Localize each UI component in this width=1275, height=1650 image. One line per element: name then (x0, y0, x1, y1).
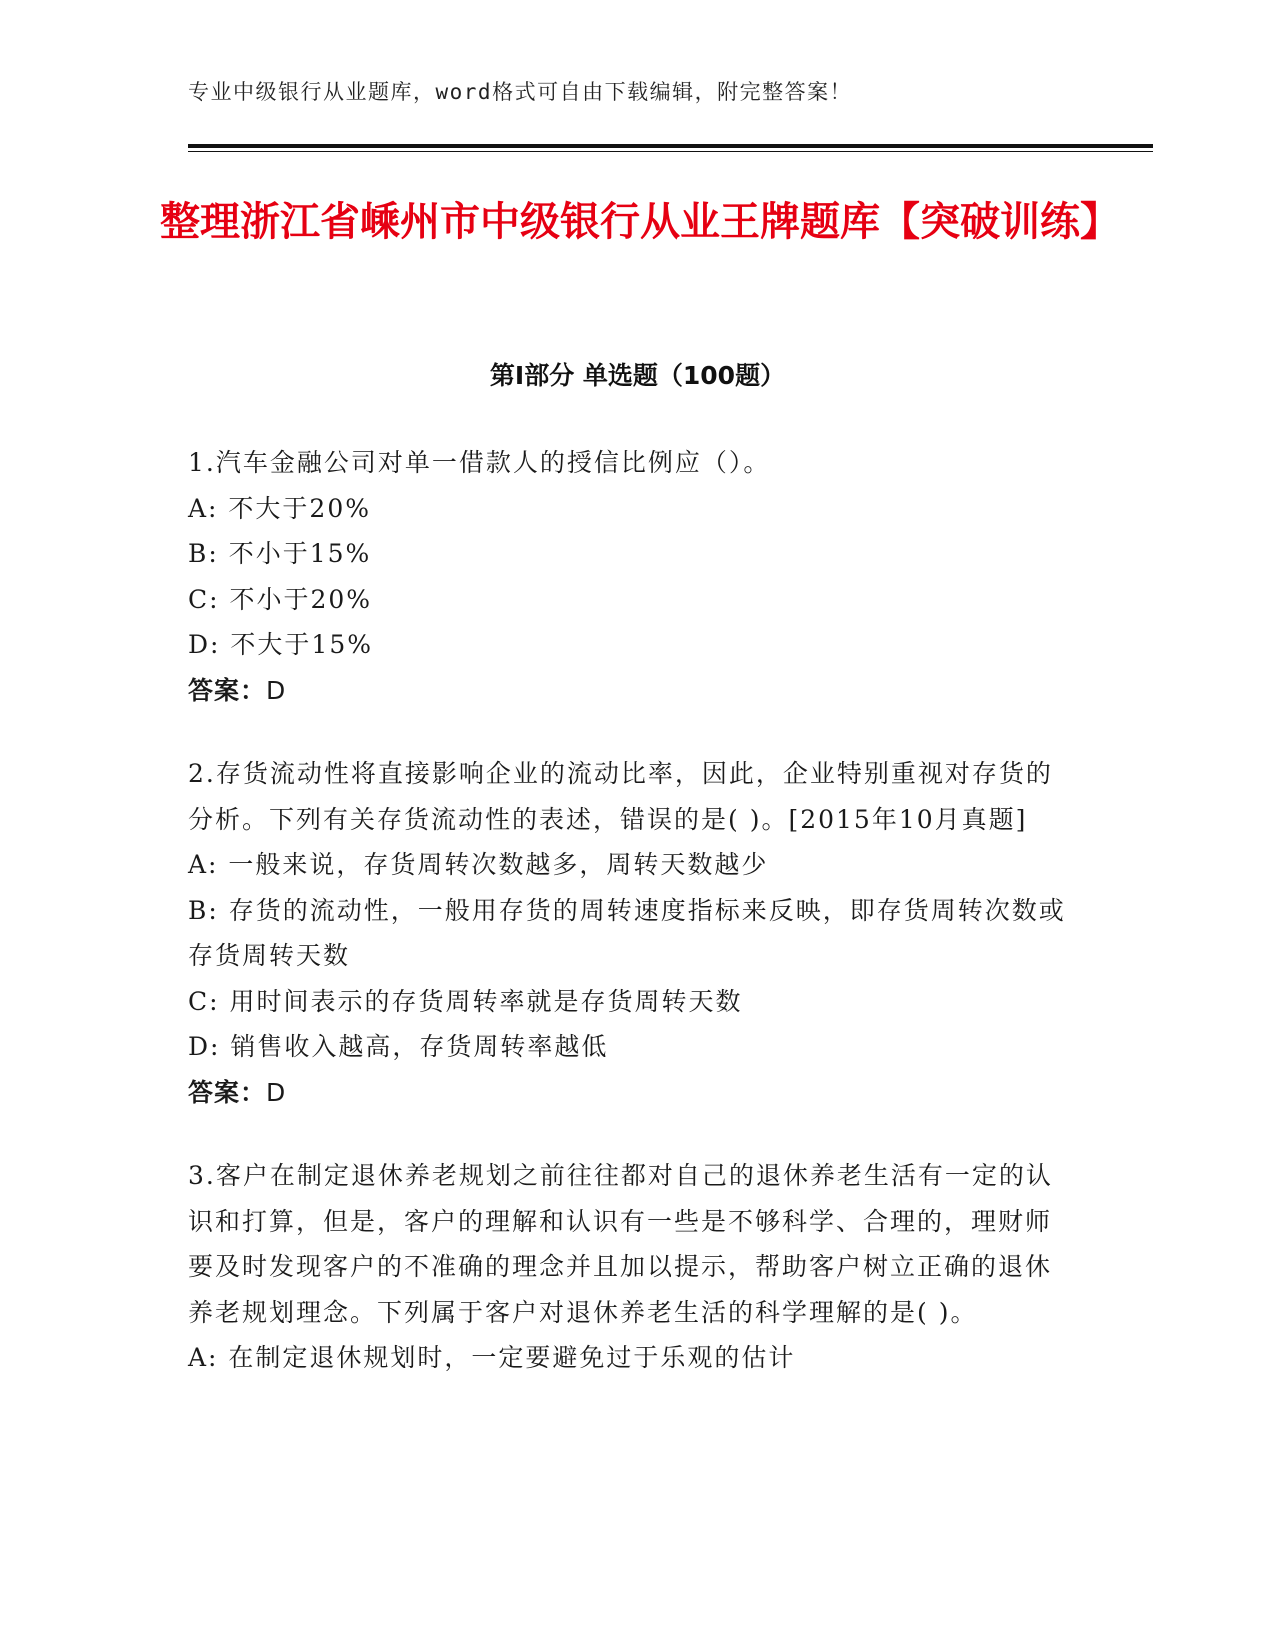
question-2 (188, 751, 1068, 1115)
question-3 (188, 1153, 1068, 1381)
option-c: C: 不小于20% (188, 584, 373, 614)
question-1 (188, 440, 1068, 713)
question-stem: 1.汽车金融公司对单一借款人的授信比例应（）。 (188, 448, 771, 477)
answer-line (188, 1070, 1068, 1116)
question-stem: 3.客户在制定退休养老规划之前往往都对自己的退休养老生活有一定的认识和打算，但是，客户的理解和认识有一些是不够科学、合理的，理财师要及时发现客户的不准确的理念并且加以提示，帮助客户树立正确的退休养老规划理念。下列属于客户对退休养老生活的科学理解的是( )。 (188, 1161, 1053, 1327)
option-a: A: 一般来说，存货周转次数越多，周转天数越少 (188, 850, 769, 879)
answer-value: D (266, 1077, 287, 1107)
answer-label: 答案： (188, 1077, 267, 1107)
header-rule-thin (188, 151, 1153, 152)
answer-line (188, 668, 1068, 714)
option-d: D: 不大于15% (188, 630, 373, 659)
option-a: A: 不大于20% (188, 493, 371, 523)
question-stem: 2.存货流动性将直接影响企业的流动比率，因此，企业特别重视对存货的分析。下列有关存货流动性的表述，错误的是( )。[2015年10月真题] (188, 759, 1053, 834)
answer-label: 答案： (188, 675, 267, 705)
option-d: D: 销售收入越高，存货周转率越低 (188, 1032, 609, 1061)
header-rule (188, 144, 1153, 148)
answer-value: D (266, 675, 287, 705)
option-a: A: 在制定退休规划时，一定要避免过于乐观的估计 (188, 1343, 796, 1372)
question-list (188, 440, 1068, 1419)
option-c: C: 用时间表示的存货周转率就是存货周转天数 (188, 986, 743, 1016)
section-title: 第Ⅰ部分 单选题（100题） (489, 361, 786, 390)
page-header: 专业中级银行从业题库，word格式可自由下载编辑，附完整答案！ (188, 80, 853, 104)
option-b: B: 不小于15% (188, 539, 372, 568)
option-b: B: 存货的流动性，一般用存货的周转速度指标来反映，即存货周转次数或存货周转天数 (188, 895, 1066, 970)
document-title: 整理浙江省嵊州市中级银行从业王牌题库【突破训练】 (160, 199, 1120, 245)
